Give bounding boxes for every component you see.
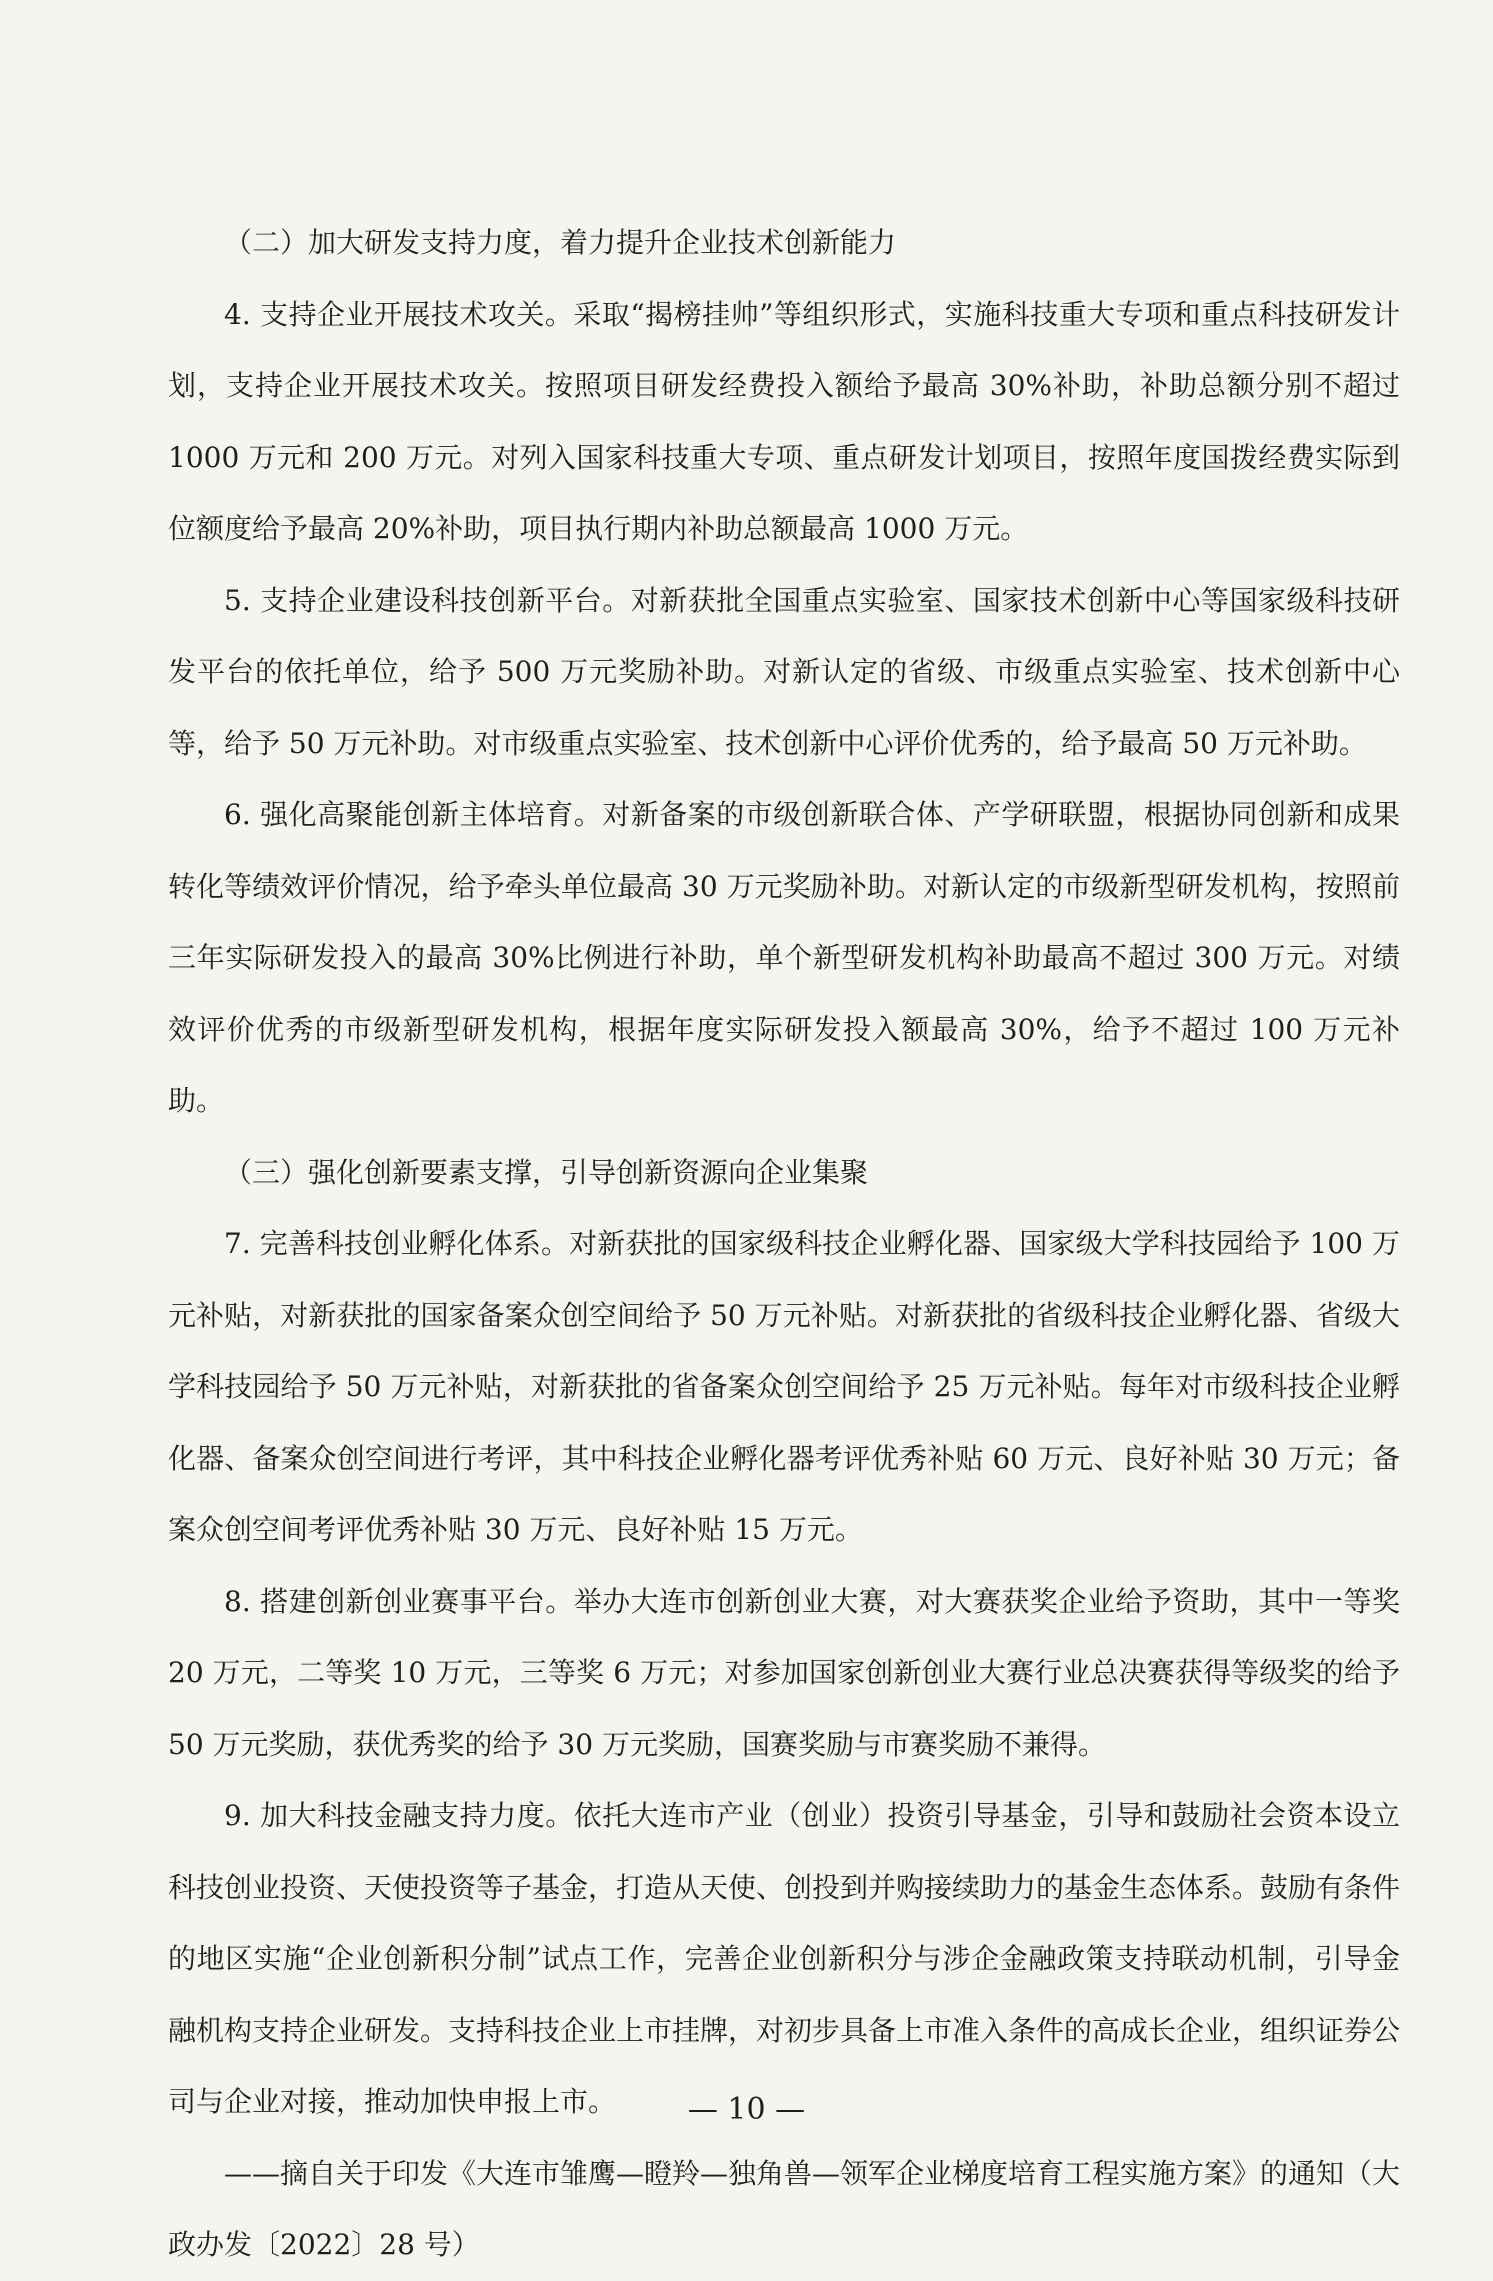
page-number: — 10 — bbox=[687, 2092, 806, 2127]
source-citation: ——摘自关于印发《大连市雏鹰—瞪羚—独角兽—领军企业梯度培育工程实施方案》的通知（大政办发〔2022〕28 号） bbox=[168, 2156, 1401, 2261]
paragraph-4: 4. 支持企业开展技术攻关。采取“揭榜挂帅”等组织形式，实施科技重大专项和重点科技研发计划，支持企业开展技术攻关。按照项目研发经费投入额给予最高 30%补助，补助总额分别不超过 1000 万元和 200 万元。对列入国家科技重大专项、重点研发计划项目，按照年度国拨经费实际到位额度给予最高 20%补助，项目执行期内补助总额最高 1000 万元。 bbox=[168, 297, 1400, 545]
paragraph-9: 9. 加大科技金融支持力度。依托大连市产业（创业）投资引导基金，引导和鼓励社会资本设立科技创业投资、天使投资等子基金，打造从天使、创投到并购接续助力的基金生态体系。鼓励有条件的地区实施“企业创新积分制”试点工作，完善企业创新积分与涉企金融政策支持联动机制，引导金融机构支持企业研发。支持科技企业上市挂牌，对初步具备上市准入条件的高成长企业，组织证券公司与企业对接，推动加快申报上市。 bbox=[168, 1799, 1401, 2118]
section-heading-2: （二）加大研发支持力度，着力提升企业技术创新能力 bbox=[224, 226, 897, 259]
paragraph-7: 7. 完善科技创业孵化体系。对新获批的国家级科技企业孵化器、国家级大学科技园给予 100 万元补贴，对新获批的国家备案众创空间给予 50 万元补贴。对新获批的省级科技企业孵化器、省级大学科技园给予 50 万元补贴，对新获批的省备案众创空间给予 25 万元补贴。每年对市级科技企业孵化器、备案众创空间进行考评，其中科技企业孵化器考评优秀补贴 60 万元、良好补贴 30 万元；备案众创空间考评优秀补贴 30 万元、良好补贴 15 万元。 bbox=[168, 1227, 1400, 1546]
paragraph-8: 8. 搭建创新创业赛事平台。举办大连市创新创业大赛，对大赛获奖企业给予资助，其中一等奖 20 万元，二等奖 10 万元，三等奖 6 万元；对参加国家创新创业大赛行业总决赛获得等级奖的给予 50 万元奖励，获优秀奖的给予 30 万元奖励，国赛奖励与市赛奖励不兼得。 bbox=[168, 1584, 1400, 1761]
paragraph-5: 5. 支持企业建设科技创新平台。对新获批全国重点实验室、国家技术创新中心等国家级科技研发平台的依托单位，给予 500 万元奖励补助。对新认定的省级、市级重点实验室、技术创新中心等，给予 50 万元补助。对市级重点实验室、技术创新中心评价优秀的，给予最高 50 万元补助。 bbox=[168, 583, 1400, 760]
document-body bbox=[168, 207, 1400, 2281]
section-heading-3: （三）强化创新要素支撑，引导创新资源向企业集聚 bbox=[224, 1155, 869, 1189]
paragraph-6: 6. 强化高聚能创新主体培育。对新备案的市级创新联合体、产学研联盟，根据协同创新和成果转化等绩效评价情况，给予牵头单位最高 30 万元奖励补助。对新认定的市级新型研发机构，按照前三年实际研发投入的最高 30%比例进行补助，单个新型研发机构补助最高不超过 300 万元。对绩效评价优秀的市级新型研发机构，根据年度实际研发投入额最高 30%，给予不超过 100 万元补助。 bbox=[168, 798, 1400, 1117]
